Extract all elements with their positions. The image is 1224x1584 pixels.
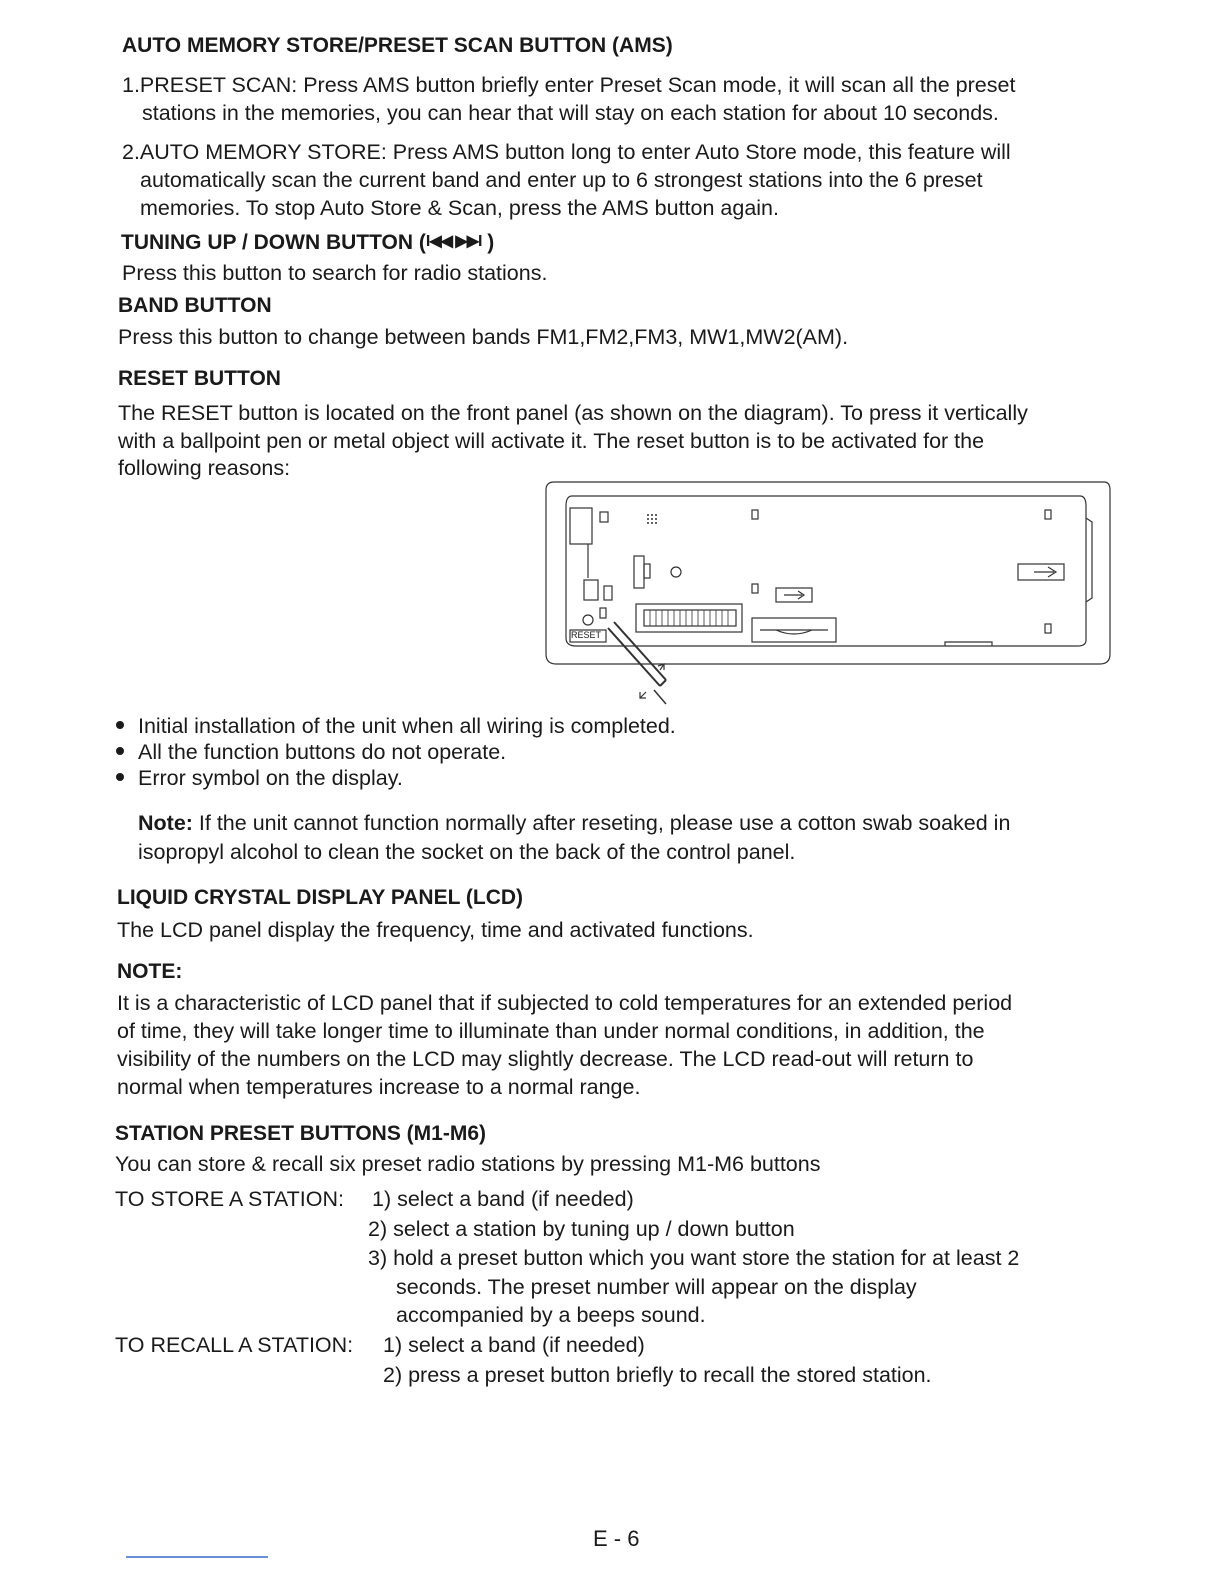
ams-item1-line1: 1.PRESET SCAN: Press AMS button briefly enter Preset Scan mode, it will scan all the preset <box>122 73 1016 97</box>
tuning-heading-text: TUNING UP / DOWN BUTTON ( <box>121 231 426 254</box>
ams-item1-line2: stations in the memories, you can hear that will stay on each station for about 10 seconds. <box>142 101 999 125</box>
store-label: TO STORE A STATION: <box>115 1187 344 1211</box>
reset-note-line2: isopropyl alcohol to clean the socket on the back of the control panel. <box>138 840 796 864</box>
reset-line2: with a ballpoint pen or metal object will activate it. The reset button is to be activated for the <box>118 429 985 453</box>
note-label: Note: <box>138 811 193 835</box>
reset-note-line1 <box>138 811 1010 836</box>
bullet-text: Initial installation of the unit when all wiring is completed. <box>138 714 676 738</box>
lcd-body: The LCD panel display the frequency, time and activated functions. <box>117 918 754 942</box>
lcd-heading: LIQUID CRYSTAL DISPLAY PANEL (LCD) <box>117 886 524 909</box>
ams-item2-line1: 2.AUTO MEMORY STORE: Press AMS button long to enter Auto Store mode, this feature will <box>122 140 1011 164</box>
ams-heading: AUTO MEMORY STORE/PRESET SCAN BUTTON (AMS) <box>122 34 673 57</box>
lcd-note-line2: of time, they will take longer time to illuminate than under normal conditions, in addition, the <box>117 1019 985 1043</box>
lcd-note-heading: NOTE: <box>117 960 183 983</box>
bullet-item <box>116 766 403 791</box>
reset-line3: following reasons: <box>118 456 291 480</box>
lcd-note-line4: normal when temperatures increase to a normal range. <box>117 1075 641 1099</box>
bullet-text: All the function buttons do not operate. <box>138 740 507 764</box>
bullet-icon <box>116 721 124 729</box>
store-step3-line3: accompanied by a beeps sound. <box>396 1303 706 1327</box>
reset-diagram-label: RESET <box>571 630 602 640</box>
tuning-body: Press this button to search for radio stations. <box>122 261 548 285</box>
bullet-item <box>116 740 506 765</box>
lcd-note-line3: visibility of the numbers on the LCD may slightly decrease. The LCD read-out will return to <box>117 1047 974 1071</box>
tuning-heading <box>121 231 494 255</box>
lcd-note-line1: It is a characteristic of LCD panel that if subjected to cold temperatures for an extended period <box>117 991 1013 1015</box>
front-panel-diagram <box>540 478 1114 710</box>
reset-line1: The RESET button is located on the front panel (as shown on the diagram). To press it vertically <box>118 401 1028 425</box>
store-step3-line1: 3) hold a preset button which you want store the station for at least 2 <box>368 1246 1020 1270</box>
note-text: If the unit cannot function normally after reseting, please use a cotton swab soaked in <box>192 811 1011 835</box>
skip-icons: I◀◀ ▶▶I <box>425 233 482 250</box>
recall-step2: 2) press a preset button briefly to recall the stored station. <box>383 1363 932 1387</box>
store-step2: 2) select a station by tuning up / down button <box>368 1217 795 1241</box>
ams-item2-line2: automatically scan the current band and enter up to 6 strongest stations into the 6 preset <box>140 168 983 192</box>
bullet-icon <box>116 747 124 755</box>
recall-label: TO RECALL A STATION: <box>115 1333 354 1357</box>
preset-heading: STATION PRESET BUTTONS (M1-M6) <box>115 1122 487 1145</box>
band-body: Press this button to change between bands FM1,FM2,FM3, MW1,MW2(AM). <box>118 325 849 349</box>
bullet-text: Error symbol on the display. <box>138 766 403 790</box>
store-step3-line2: seconds. The preset number will appear on the display <box>396 1275 917 1299</box>
tuning-heading-close: ) <box>487 231 495 254</box>
preset-body: You can store & recall six preset radio stations by pressing M1-M6 buttons <box>115 1152 821 1176</box>
bullet-item <box>116 714 676 739</box>
footer-divider <box>126 1556 268 1558</box>
recall-step1: 1) select a band (if needed) <box>383 1333 645 1357</box>
ams-item2-line3: memories. To stop Auto Store & Scan, press the AMS button again. <box>140 196 779 220</box>
bullet-icon <box>116 773 124 781</box>
store-step1: 1) select a band (if needed) <box>372 1187 634 1211</box>
band-heading: BAND BUTTON <box>118 294 272 317</box>
page-number: E - 6 <box>593 1526 640 1551</box>
reset-heading: RESET BUTTON <box>118 367 281 390</box>
